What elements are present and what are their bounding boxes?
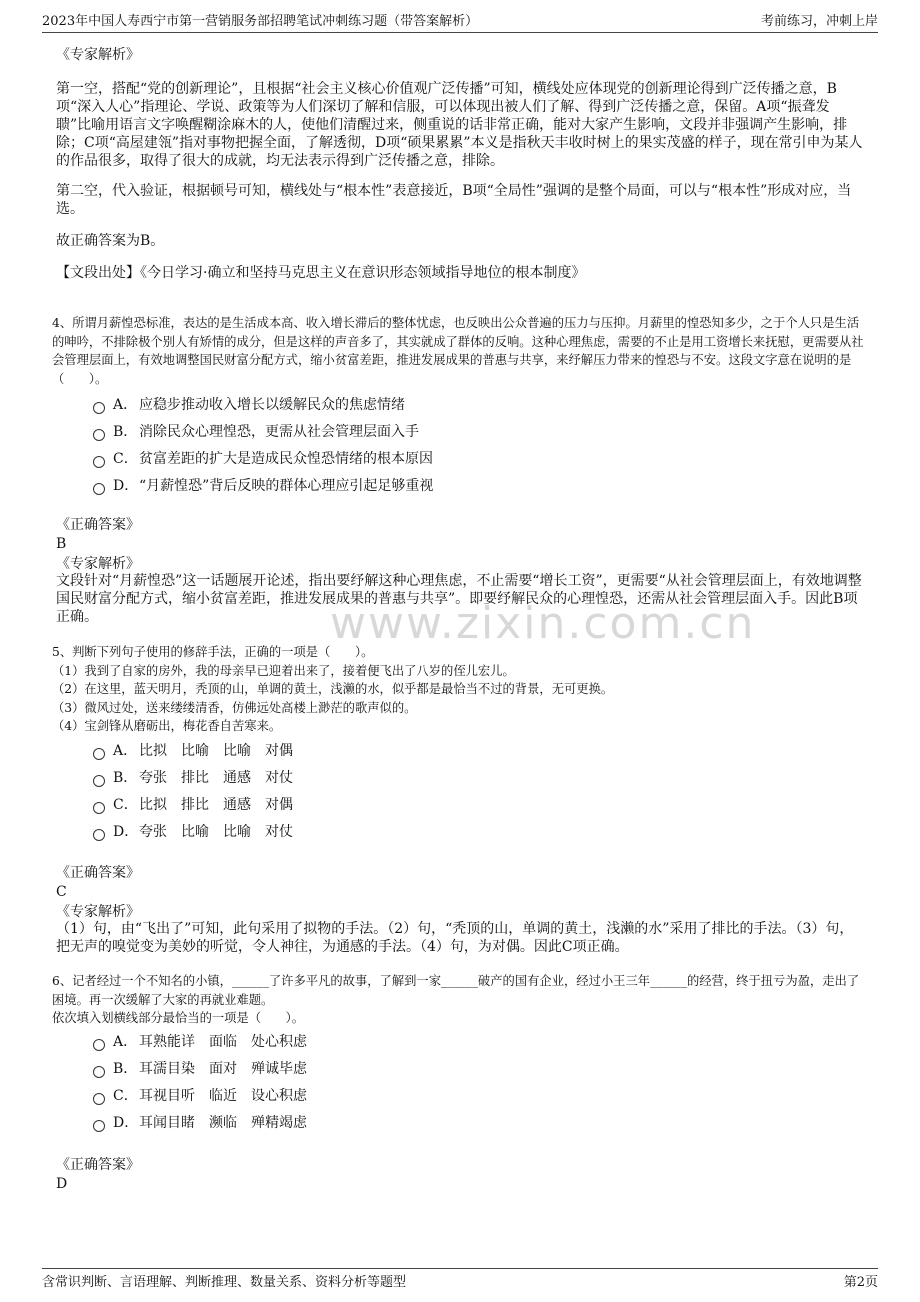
q6-answer: D	[56, 1176, 68, 1192]
q4-answer: B	[56, 536, 67, 552]
radio-icon[interactable]	[93, 1120, 105, 1132]
q5-sentence-1: （1）我到了自家的房外，我的母亲早已迎着出来了，接着便飞出了八岁的侄儿宏儿。	[52, 663, 515, 678]
page-footer	[42, 1268, 878, 1291]
q5-option-d[interactable]: D． 夸张 比喻 比喻 对仗	[93, 823, 293, 841]
q5-option-b[interactable]: B． 夸张 排比 通感 对仗	[93, 769, 293, 787]
page-number: 第2页	[843, 1274, 878, 1290]
q6-option-d[interactable]: D． 耳闻目睹 濒临 殚精竭虑	[93, 1114, 307, 1132]
q5-sentence-4: （4）宝剑锋从磨砺出，梅花香自苦寒来。	[52, 719, 282, 733]
watermark: www.zixin.com.cn	[330, 598, 756, 649]
page-header	[42, 6, 878, 33]
radio-icon[interactable]	[93, 1066, 105, 1078]
q5-option-a[interactable]: A． 比拟 比喻 比喻 对偶	[93, 742, 293, 760]
q5-answer: C	[56, 884, 67, 900]
q4-analysis: 文段针对“月薪惶恐”这一话题展开论述，指出要纾解这种心理焦虑，不止需要“增长工资”，更需要“从社会管理层面上，有效地调整国民财富分配方式，缩小贫富差距，推进发展成果的普惠与共享”。即要纾解民众的心理惶恐，还需从社会管理层面入手。因此B项正确。	[56, 573, 862, 625]
expert-analysis-label: 《专家解析》	[56, 47, 140, 63]
q4-answer-label: 《正确答案》	[56, 517, 140, 533]
q4-option-a[interactable]: A． 应稳步推动收入增长以缓解民众的焦虑情绪	[93, 396, 405, 414]
q6-option-b[interactable]: B． 耳濡目染 面对 殚诚毕虑	[93, 1060, 307, 1078]
radio-icon[interactable]	[93, 775, 105, 787]
analysis-paragraph-2: 第二空，代入验证，根据顿号可知，横线处与“根本性”表意接近，B项“全局性”强调的是整个局面，可以与“根本性”形成对应，当选。	[56, 183, 852, 217]
q5-sentence-3: （3）微风过处，送来缕缕清香，仿佛远处高楼上渺茫的歌声似的。	[52, 700, 417, 715]
q5-analysis: （1）句，由“飞出了”可知，此句采用了拟物的手法。（2）句，“秃顶的山，单调的黄土，浅濑的水”采用了排比的手法。（3）句，把无声的嗅觉变为美妙的听觉，令人神往，为通感的手法。（4）句，为对偶。因此C项正确。	[56, 921, 854, 955]
question-4-stem: 4、所谓月薪惶恐标准，表达的是生活成本高、收入增长滞后的整体忧虑，也反映出公众普遍的压力与压抑。月薪里的惶恐知多少，之于个人只是生活的呻吟，不排除极个别人有矫情的成分，但是这样的声音多了，其实就成了群体的反响。这种心理焦虑，需要的不止是用工资增长来抚慰，更需要从社会管理层面上，有效地调整国民财富分配方式，缩小贫富差距，推进发展成果的普惠与共享，来纾解压力带来的惶恐与不安。这段文字意在说明的是（ ）。	[52, 316, 864, 386]
q6-answer-label: 《正确答案》	[56, 1157, 140, 1173]
header-slogan: 考前练习，冲刺上岸	[760, 13, 878, 29]
analysis-paragraph-1: 第一空，搭配“党的创新理论”，且根据“社会主义核心价值观广泛传播”可知，横线处应体现党的创新理论得到广泛传播之意，B项“深入人心”指理论、学说、政策等为人们深切了解和信服，可以体现出被人们了解、得到广泛传播之意，保留。A项“振聋发聩”比喻用语言文字唤醒糊涂麻木的人，使他们清醒过来，侧重说的话非常正确，能对大家产生影响，文段并非强调产生影响，排除；C项“高屋建瓴”指对事物把握全面，了解透彻，D项“硕果累累”本义是指秋天丰收时树上的果实茂盛的样子，现在常引申为某人的作品很多，取得了很大的成就，均无法表示得到广泛传播之意，排除。	[56, 81, 863, 169]
document-title: 2023年中国人寿西宁市第一营销服务部招聘笔试冲刺练习题（带答案解析）	[42, 13, 479, 29]
q4-option-c[interactable]: C． 贫富差距的扩大是造成民众惶恐情绪的根本原因	[93, 450, 433, 468]
radio-icon[interactable]	[93, 829, 105, 841]
radio-icon[interactable]	[93, 483, 105, 495]
q6-option-a[interactable]: A． 耳熟能详 面临 处心积虑	[93, 1033, 307, 1051]
q5-expert-label: 《专家解析》	[56, 904, 140, 920]
radio-icon[interactable]	[93, 748, 105, 760]
q6-option-c[interactable]: C． 耳视目听 临近 设心积虑	[93, 1087, 307, 1105]
footer-description: 含常识判断、言语理解、判断推理、数量关系、资料分析等题型	[42, 1274, 407, 1290]
q6-question: 依次填入划横线部分最恰当的一项是（ ）。	[52, 1011, 305, 1025]
radio-icon[interactable]	[93, 802, 105, 814]
radio-icon[interactable]	[93, 429, 105, 441]
radio-icon[interactable]	[93, 1039, 105, 1051]
source-citation: 【文段出处】《今日学习·确立和坚持马克思主义在意识形态领域指导地位的根本制度》	[56, 265, 586, 281]
q4-option-d[interactable]: D． “月薪惶恐”背后反映的群体心理应引起足够重视	[93, 477, 433, 495]
q5-option-c[interactable]: C． 比拟 排比 通感 对偶	[93, 796, 293, 814]
radio-icon[interactable]	[93, 402, 105, 414]
radio-icon[interactable]	[93, 456, 105, 468]
q4-option-b[interactable]: B． 消除民众心理惶恐，更需从社会管理层面入手	[93, 423, 419, 441]
radio-icon[interactable]	[93, 1093, 105, 1105]
q5-sentence-2: （2）在这里，蓝天明月，秃顶的山，单调的黄土，浅濑的水，似乎都是最恰当不过的背景，无可更换。	[52, 682, 614, 696]
correct-answer-statement: 故正确答案为B。	[56, 233, 165, 249]
question-5-stem: 5、判断下列句子使用的修辞手法，正确的一项是（ ）。 （1）我到了自家的房外，我的母亲早已迎着出来了，接着便飞出了八岁的侄儿宏儿。 （2）在这里，蓝天明月，秃顶的山，单调的黄土，浅濑的水，似乎都是最恰当不过的背景，无可更换。 （3）微风过处，送来缕缕清香，仿佛远处高楼上渺茫的歌声似的。 （4）宝剑锋从磨砺出，梅花香自苦寒来。	[52, 643, 870, 736]
q4-expert-label: 《专家解析》	[56, 556, 140, 572]
q5-answer-label: 《正确答案》	[56, 865, 140, 881]
question-6-stem: 6、记者经过一个不知名的小镇，______了许多平凡的故事，了解到一家______破产的国有企业，经过小王三年______的经营，终于扭亏为盈，走出了困境。再一次缓解了大家的再就业难题。 依次填入划横线部分最恰当的一项是（ ）。	[52, 972, 870, 1028]
